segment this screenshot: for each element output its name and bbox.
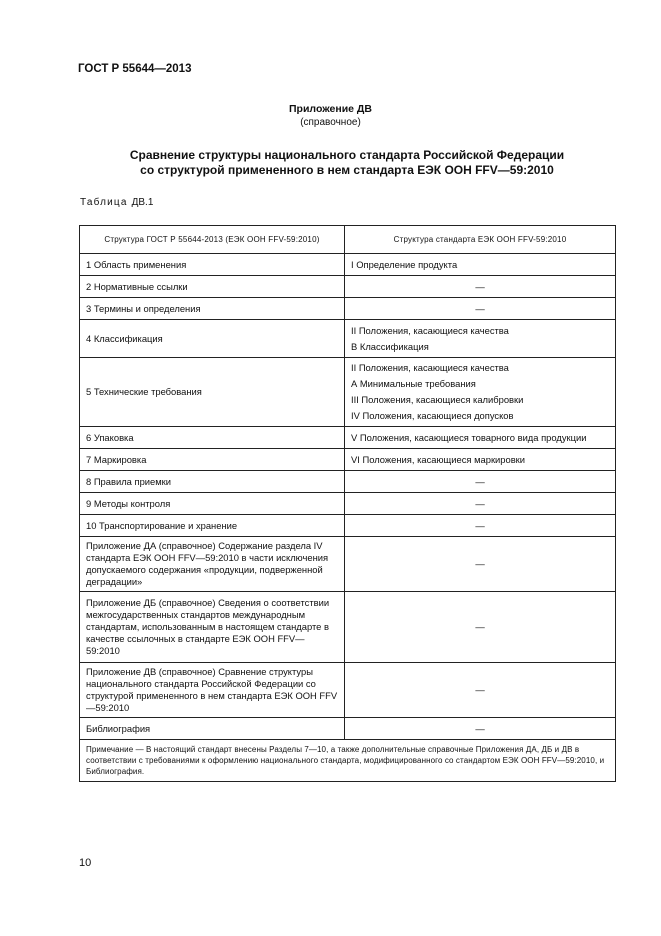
table-row [80, 663, 616, 718]
table-row [80, 427, 616, 449]
dash-mark: — [475, 722, 485, 734]
right-cell-line: А Минимальные требования [351, 378, 476, 389]
right-cell-line: II Положения, касающиеся качества [351, 362, 509, 373]
table-row [80, 276, 616, 298]
row-left-cell: 7 Маркировка [80, 449, 345, 471]
row-left-cell: Приложение ДВ (справочное) Сравнение структуры национального стандарта Российской Федерации со структурой примененного в нем стандарта ЕЭК ООН FFV—59:2010 [80, 663, 345, 718]
row-right-cell [345, 358, 616, 427]
row-left-cell: 3 Термины и определения [80, 298, 345, 320]
header-right: Структура стандарта ЕЭК ООН FFV-59:2010 [345, 226, 616, 254]
right-cell-line: III Положения, касающиеся калибровки [351, 394, 524, 405]
right-cell-line: I Определение продукта [351, 258, 458, 270]
table-row [80, 718, 616, 740]
row-right-cell [345, 663, 616, 718]
row-left-cell: 8 Правила приемки [80, 471, 345, 493]
table-label-number: ДВ.1 [131, 197, 154, 208]
row-left-cell: 9 Методы контроля [80, 493, 345, 515]
row-left-cell: Приложение ДБ (справочное) Сведения о соответствии межгосударственных стандартов международным стандартам, использованным в настоящем стандарте в качестве ссылочных в стандарте ЕЭК ООН FFV—59:2010 [80, 592, 345, 663]
dash-mark: — [475, 519, 485, 531]
right-cell-line: В Классификация [351, 340, 429, 352]
row-right-cell [345, 493, 616, 515]
document-code: ГОСТ Р 55644—2013 [78, 63, 192, 75]
row-left-cell: 2 Нормативные ссылки [80, 276, 345, 298]
table-note-row [80, 740, 616, 782]
row-left-cell: 10 Транспортирование и хранение [80, 515, 345, 537]
table-row [80, 592, 616, 663]
table-row [80, 537, 616, 592]
row-right-cell [345, 471, 616, 493]
header-left: Структура ГОСТ Р 55644-2013 (ЕЭК ООН FFV-59:2010) [80, 226, 345, 254]
annex-title: Приложение ДВ [289, 103, 372, 115]
right-cell-line: VI Положения, касающиеся маркировки [351, 453, 526, 465]
row-right-cell [345, 298, 616, 320]
table-row [80, 515, 616, 537]
dash-mark: — [475, 497, 485, 509]
row-left-cell: 1 Область применения [80, 254, 345, 276]
table-row [80, 254, 616, 276]
row-left-cell: Библиография [80, 718, 345, 740]
page-number: 10 [79, 857, 92, 869]
table-row [80, 471, 616, 493]
row-right-cell [345, 449, 616, 471]
row-left-cell: 4 Классификация [80, 320, 345, 358]
row-right-cell [345, 254, 616, 276]
table-note: Примечание — В настоящий стандарт внесены Разделы 7—10, а также дополнительные справочные Приложения ДА, ДБ и ДВ в соответствии с требованиями к оформлению национального стандарта, модифицированного со стандартом ЕЭК ООН FFV—59:2010, и Библиография. [80, 740, 616, 782]
row-right-cell [345, 276, 616, 298]
right-cell-line: II Положения, касающиеся качества [351, 324, 509, 336]
dash-mark: — [475, 684, 485, 695]
dash-mark: — [475, 280, 485, 292]
dash-mark: — [475, 558, 485, 569]
right-cell-line: V Положения, касающиеся товарного вида продукции [351, 431, 587, 443]
row-left-cell: Приложение ДА (справочное) Содержание раздела IV стандарта ЕЭК ООН FFV—59:2010 в части исключения допускаемого содержания «продукции, подверженной деградации» [80, 537, 345, 592]
table-row [80, 493, 616, 515]
table-row [80, 320, 616, 358]
main-title-line-1: Сравнение структуры национального стандарта Российской Федерации [129, 148, 565, 162]
table-row [80, 449, 616, 471]
dash-mark: — [475, 302, 485, 314]
table-label [80, 197, 153, 208]
row-right-cell [345, 320, 616, 358]
structure-comparison-table [79, 225, 616, 782]
row-right-cell [345, 515, 616, 537]
main-title [78, 148, 616, 178]
row-left-cell: 6 Упаковка [80, 427, 345, 449]
table-header-row [80, 226, 616, 254]
dash-mark: — [475, 475, 485, 487]
row-left-cell: 5 Технические требования [80, 358, 345, 427]
row-right-cell [345, 592, 616, 663]
table-label-word: Таблица [80, 197, 128, 208]
row-right-cell [345, 427, 616, 449]
table-row [80, 358, 616, 427]
row-right-cell [345, 718, 616, 740]
annex-subtitle: (справочное) [300, 117, 361, 128]
right-cell-line: IV Положения, касающиеся допусков [351, 410, 514, 421]
row-right-cell [345, 537, 616, 592]
main-title-line-2: со структурой примененного в нем стандарта ЕЭК ООН FFV—59:2010 [140, 163, 554, 177]
table-row [80, 298, 616, 320]
dash-mark: — [475, 621, 485, 632]
